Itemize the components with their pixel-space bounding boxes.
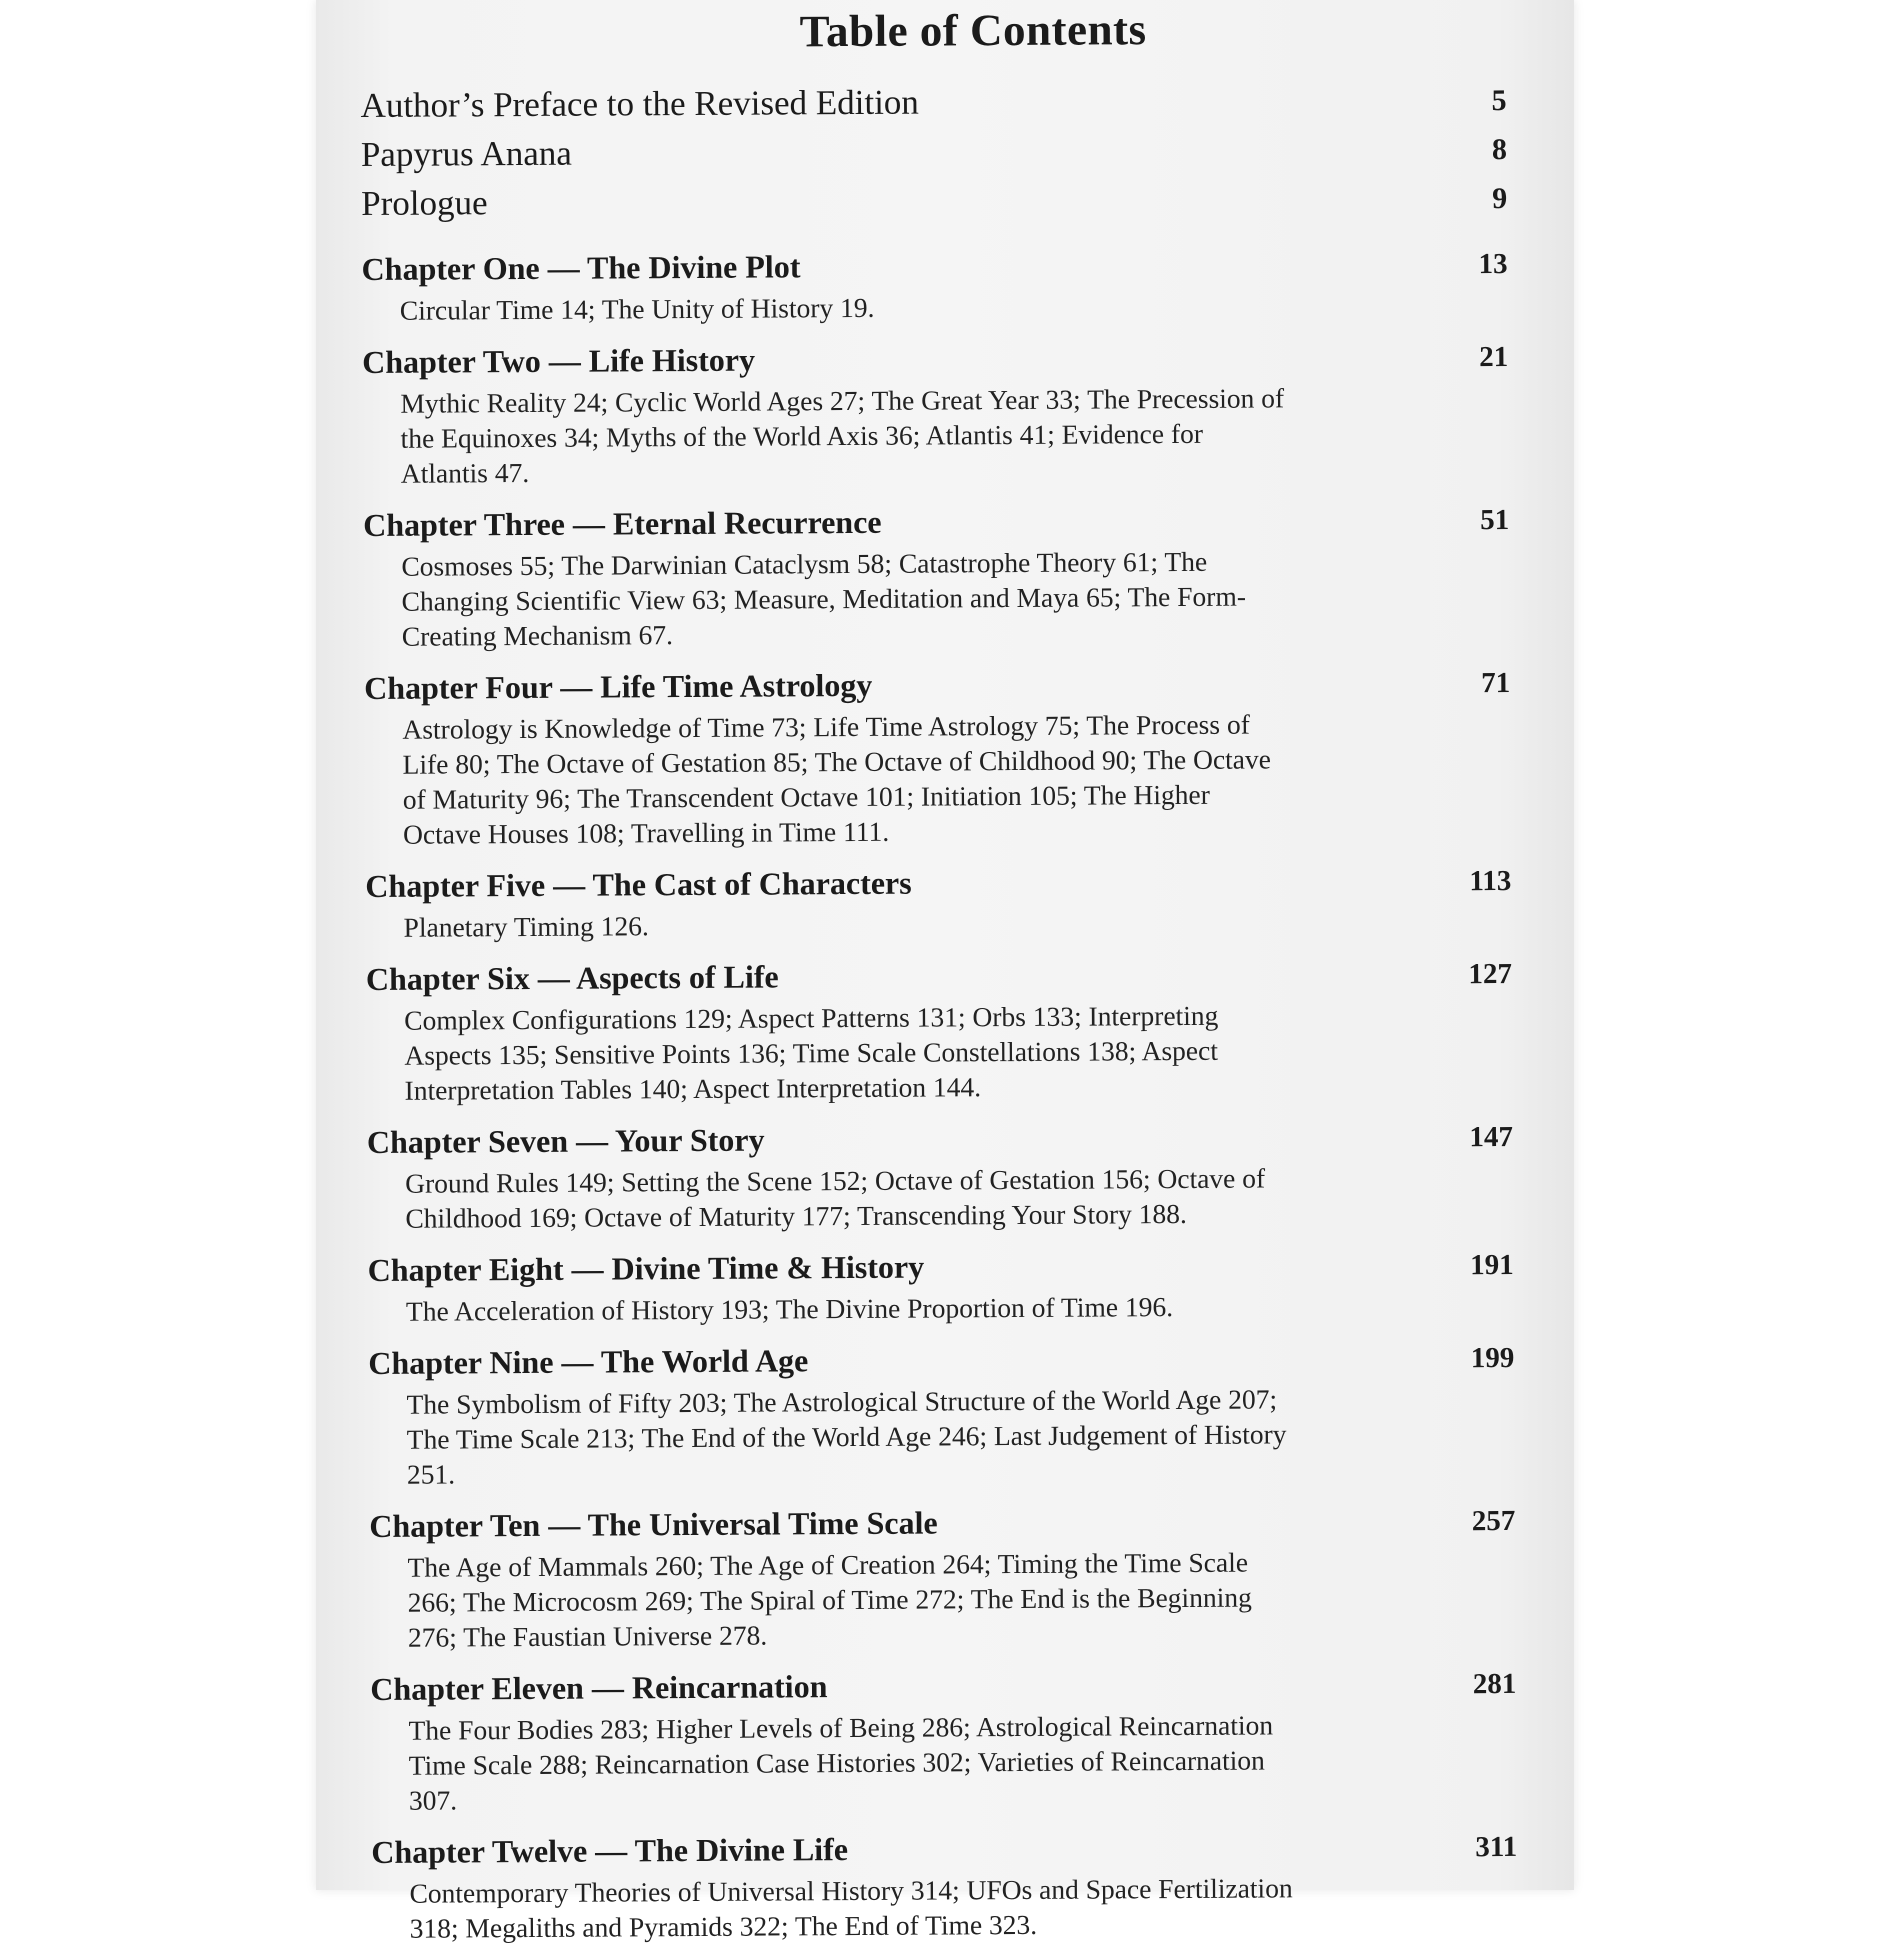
chapter-8 [368,1241,1514,1329]
page-number: 13 [1478,247,1508,281]
chapter-title: Chapter Nine — The World Age [368,1342,809,1381]
chapter-sections: Cosmoses 55; The Darwinian Cataclysm 58; Catastrophe Theory 61; The Changing Scientific View 63; Measure, Meditation and Maya 65; The Form-Creating Mechanism 67. [401,545,1247,652]
chapter-2 [362,333,1509,491]
page-number: 5 [1491,83,1507,118]
chapter-1 [361,240,1507,328]
chapter-4 [364,659,1511,852]
page-number: 71 [1481,666,1511,700]
chapter-5 [365,857,1511,945]
chapter-3 [363,496,1510,654]
page-number: 199 [1470,1341,1515,1375]
page-number: 257 [1471,1504,1516,1538]
page-number: 281 [1472,1667,1517,1701]
chapter-10 [369,1497,1516,1655]
entry-label: Papyrus Anana [360,133,572,174]
chapter-title: Chapter Seven — Your Story [366,1121,765,1160]
chapter-title: Chapter Six — Aspects of Life [365,958,779,997]
chapter-sections: The Four Bodies 283; Higher Levels of Being 286; Astrological Reincarnation Time Scale 288; Reincarnation Case Histories 302; Varieties of Reincarnation 307. [408,1709,1274,1816]
chapter-title: Chapter Ten — The Universal Time Scale [369,1504,938,1544]
chapter-sections: Planetary Timing 126. [403,910,649,943]
chapter-6 [366,950,1513,1108]
chapter-title: Chapter Eight — Divine Time & History [367,1248,925,1288]
chapter-sections: Complex Configurations 129; Aspect Patterns 131; Orbs 133; Interpreting Aspects 135; Sensitive Points 136; Time Scale Constellations 138; Aspect Interpretation Tables 140; Aspect Interpretation 144. [404,999,1219,1106]
chapter-sections: Mythic Reality 24; Cyclic World Ages 27; The Great Year 33; The Precession of the Equinoxes 34; Myths of the World Axis 36; Atlantis 41; Evidence for Atlantis 47. [400,382,1285,489]
chapter-title: Chapter Five — The Cast of Characters [365,864,912,904]
chapter-7 [367,1113,1514,1236]
front-entry-papyrus [361,124,1507,180]
table-of-contents [360,1,1518,1946]
entry-label: Prologue [361,183,488,223]
chapter-title: Chapter One — The Divine Plot [361,248,801,287]
page-number: 127 [1468,957,1513,991]
page-number: 9 [1492,181,1508,216]
page-number: 51 [1480,503,1510,537]
page-number: 311 [1475,1830,1518,1864]
chapter-title: Chapter Three — Eternal Recurrence [363,503,882,543]
chapter-sections: The Age of Mammals 260; The Age of Creation 264; Timing the Time Scale 266; The Microcosm 269; The Spiral of Time 272; The End is the Beginning 276; The Faustian Universe 278. [407,1546,1252,1653]
chapter-sections: Ground Rules 149; Setting the Scene 152; Octave of Gestation 156; Octave of Childhood 169; Octave of Maturity 177; Transcending Your Story 188. [405,1162,1266,1234]
book-page [316,0,1574,1944]
chapter-sections: The Symbolism of Fifty 203; The Astrological Structure of the World Age 207; The Time Scale 213; The End of the World Age 246; Last Judgement of History 251. [406,1383,1287,1490]
entry-label: Author’s Preface to the Revised Edition [360,82,919,125]
chapter-9 [368,1334,1515,1492]
chapter-title: Chapter Four — Life Time Astrology [364,666,873,706]
chapter-title: Chapter Eleven — Reincarnation [370,1668,828,1707]
chapter-sections: Circular Time 14; The Unity of History 19. [399,291,875,326]
front-entry-prologue [361,173,1507,229]
page-number: 113 [1469,864,1512,898]
chapter-sections: The Acceleration of History 193; The Divine Proportion of Time 196. [405,1291,1174,1327]
chapter-title: Chapter Two — Life History [362,341,756,380]
page-number: 147 [1469,1120,1514,1154]
chapter-sections: Contemporary Theories of Universal History 314; UFOs and Space Fertilization 318; Megaliths and Pyramids 322; The End of Time 323. [409,1872,1293,1944]
chapter-12 [371,1823,1518,1946]
page-number: 191 [1470,1248,1514,1282]
page-number: 8 [1491,132,1507,167]
chapter-title: Chapter Twelve — The Divine Life [371,1831,849,1870]
chapter-11 [370,1660,1517,1818]
front-matter [360,75,1507,229]
chapter-sections: Astrology is Knowledge of Time 73; Life Time Astrology 75; The Process of Life 80; The Octave of Gestation 85; The Octave of Childhood 90; The Octave of Maturity 96; The Transcendent Octave 101; Initiation 105; The Higher Octave Houses 108; Travelling in Time 111. [402,708,1272,850]
page-number: 21 [1479,340,1509,374]
page-title: Table of Contents [799,4,1147,57]
front-entry-preface [360,75,1506,131]
